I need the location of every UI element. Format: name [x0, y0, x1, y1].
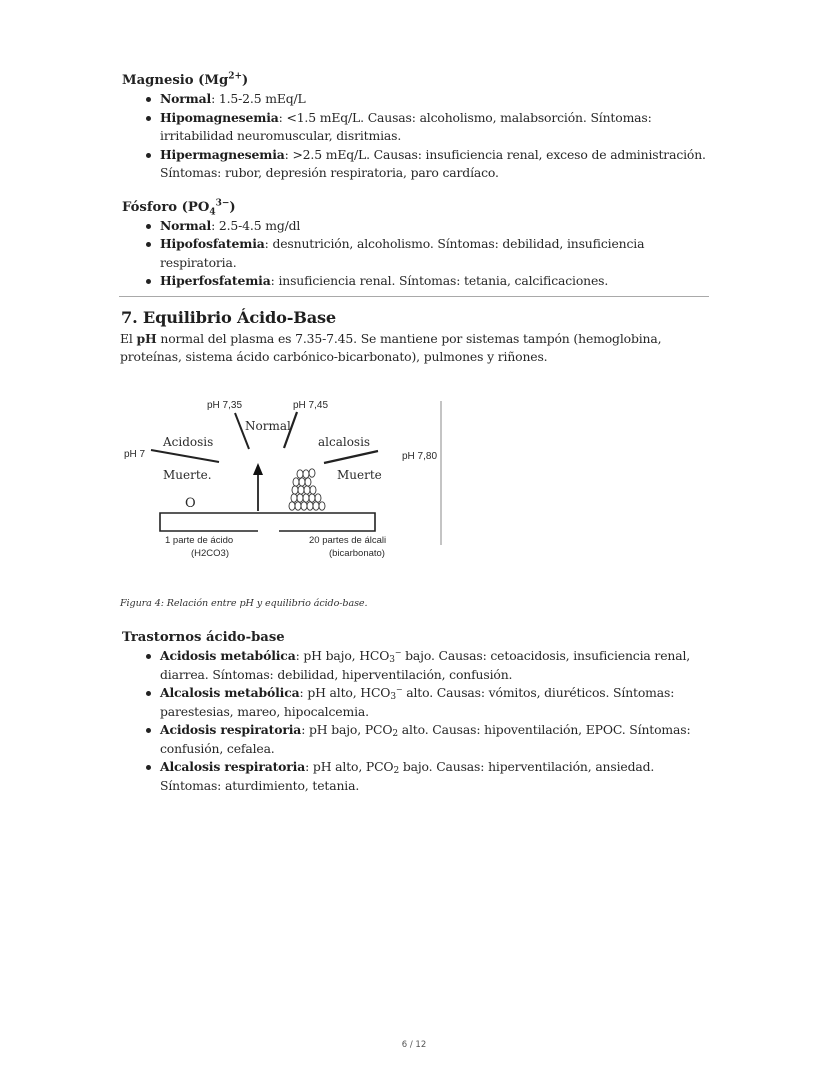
list-item: [160, 109, 709, 146]
magnesium-heading-text: Magnesio (Mg: [122, 73, 229, 88]
phosphorus-heading-close: ): [229, 199, 236, 215]
label-ph-735: pH 7,35: [207, 400, 243, 411]
section-intro: [120, 330, 709, 367]
phosphorus-subscript: 4: [209, 207, 216, 218]
line-acidosis: [151, 450, 219, 462]
item-text: : pH bajo, HCO: [295, 648, 390, 663]
list-item: [160, 235, 709, 272]
item-term: Hipomagnesemia: [160, 109, 279, 125]
page-number: 6 / 12: [401, 1040, 427, 1050]
item-term: Acidosis respiratoria: [160, 722, 302, 737]
item-text: : insuficiencia renal. Síntomas: tetania, calcificaciones.: [270, 273, 609, 288]
list-item: [160, 647, 719, 684]
section-title: 7. Equilibrio Ácido-Base: [121, 307, 337, 327]
label-muerte-left: Muerte.: [163, 468, 212, 482]
label-alkali-part: 20 partes de álcali: [309, 535, 387, 546]
item-superscript: −: [395, 685, 403, 694]
disorders-list: [119, 647, 719, 795]
acid-base-diagram: [119, 393, 449, 568]
list-item: [160, 272, 709, 291]
item-superscript: −: [394, 648, 402, 657]
item-text: alto. Causas: hipoventilación, EPOC. Síntomas: confusión, cefalea.: [160, 722, 691, 756]
balance-bar: [160, 513, 375, 531]
magnesium-heading-close: ): [242, 73, 249, 88]
list-item: [160, 217, 709, 236]
item-subscript: 3: [389, 655, 395, 665]
label-muerte-right: Muerte: [337, 468, 382, 482]
item-term: Alcalosis respiratoria: [160, 759, 306, 774]
label-acidosis: Acidosis: [163, 435, 214, 449]
disorders-section: [119, 628, 719, 795]
label-normal: Normal: [245, 419, 291, 433]
item-term: Alcalosis metabólica: [160, 685, 300, 700]
phosphorus-charge: 3−: [215, 198, 230, 209]
arrow-up-icon: [253, 463, 263, 475]
intro-text: normal del plasma es 7.35-7.45. Se mantiene por sistemas tampón (hemoglobina, proteínas, sistema ácido carbónico-bicarbonato), pulmones y riñones.: [120, 330, 662, 364]
label-alcalosis: alcalosis: [318, 435, 371, 449]
item-subscript: 2: [392, 729, 398, 739]
magnesium-heading: [122, 71, 709, 90]
item-term: Hipofosfatemia: [160, 236, 265, 251]
item-text: alto. Causas: vómitos, diuréticos. Síntomas: parestesias, mareo, hipocalcemia.: [160, 685, 675, 719]
item-term: Normal: [160, 91, 212, 106]
item-text: : pH alto, HCO: [299, 685, 391, 700]
phosphorus-heading-text: Fósforo (PO: [122, 199, 210, 215]
item-text: bajo. Causas: cetoacidosis, insuficiencia renal, diarrea. Síntomas: debilidad, hiperventilación, confusión.: [160, 648, 691, 682]
item-text: : >2.5 mEq/L. Causas: insuficiencia renal, exceso de administración. Síntomas: rubor, depresión respiratoria, paro cardíaco.: [160, 146, 706, 180]
acid-base-figure: [119, 393, 449, 568]
label-ph-745: pH 7,45: [293, 400, 329, 411]
item-text: : 1.5-2.5 mEq/L: [211, 91, 306, 106]
phosphorus-heading: [122, 198, 709, 217]
item-text: bajo. Causas: hiperventilación, ansiedad. Síntomas: aturdimiento, tetania.: [160, 759, 655, 793]
bicarbonate-molecules: [289, 469, 325, 510]
label-ph-7: pH 7: [124, 449, 146, 460]
intro-text: El: [120, 330, 137, 346]
intro-bold: pH: [136, 330, 157, 346]
item-term: Hipermagnesemia: [160, 146, 285, 162]
list-item: [160, 758, 719, 795]
line-alcalosis: [324, 451, 378, 463]
item-subscript: 3: [390, 692, 396, 702]
item-text: : <1.5 mEq/L. Causas: alcoholismo, malabsorción. Síntomas: irritabilidad neuromuscular, disritmias.: [160, 109, 652, 143]
figure-caption: Figura 4: Relación entre pH y equilibrio ácido-base.: [120, 598, 368, 609]
item-subscript: 2: [393, 766, 400, 776]
label-ph-780: pH 7,80: [402, 451, 438, 462]
list-item: [160, 90, 709, 109]
content-column: [119, 71, 709, 367]
list-item: [160, 146, 709, 183]
item-text: : pH bajo, PCO: [301, 722, 393, 737]
item-term: Normal: [160, 217, 212, 233]
phosphorus-list: [119, 217, 709, 291]
label-acid-formula: (H2CO3): [191, 548, 230, 559]
item-term: Hiperfosfatemia: [160, 273, 271, 288]
item-text: : desnutrición, alcoholismo. Síntomas: debilidad, insuficiencia respiratoria.: [160, 236, 645, 270]
disorders-heading: Trastornos ácido-base: [122, 630, 285, 645]
item-term: Acidosis metabólica: [160, 648, 296, 663]
list-item: [160, 684, 719, 721]
label-alkali-name: (bicarbonato): [329, 548, 385, 559]
label-acid-part: 1 parte de ácido: [165, 535, 234, 546]
spacer: [119, 183, 709, 198]
magnesium-charge: 2+: [228, 71, 243, 82]
section-divider: [119, 296, 709, 297]
item-text: : pH alto, PCO: [305, 759, 394, 774]
list-item: [160, 721, 719, 758]
magnesium-list: [119, 90, 709, 183]
acid-molecule: O: [185, 496, 196, 511]
item-text: : 2.5-4.5 mg/dl: [211, 217, 301, 233]
